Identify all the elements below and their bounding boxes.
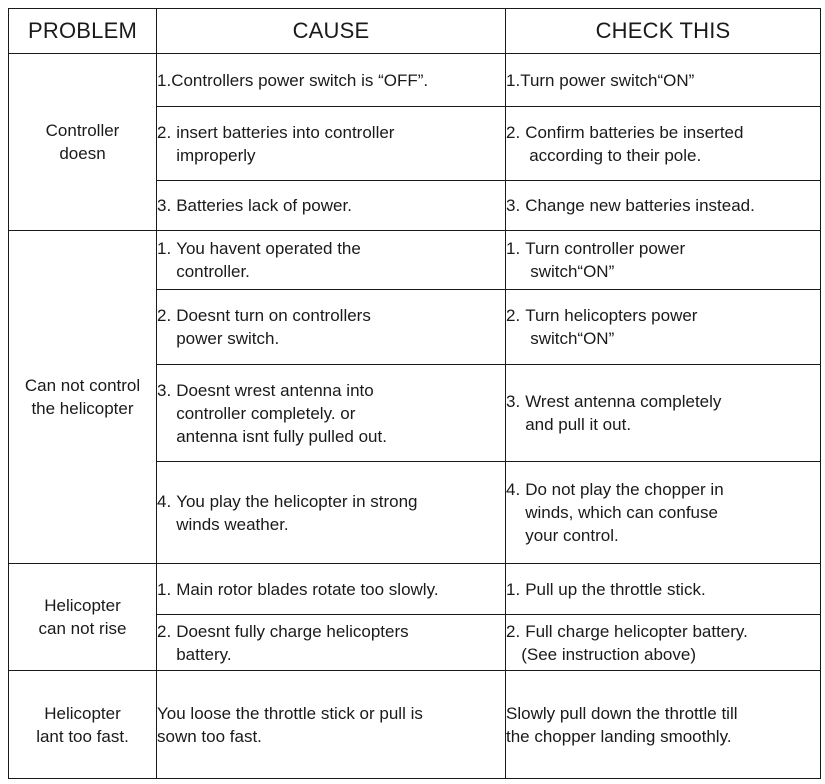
cause-text: You play the helicopter in strong [176, 491, 418, 511]
cause-text: You havent operated the [176, 239, 361, 258]
table-row [9, 564, 821, 615]
problem-cell [9, 564, 157, 671]
cause-text: winds weather. [176, 514, 289, 534]
cause-number: 1. [157, 70, 172, 90]
check-cell [506, 365, 821, 462]
cause-cell [157, 290, 506, 365]
check-number: 3. [506, 392, 521, 411]
check-text: according to their pole. [529, 145, 702, 165]
table-body [9, 54, 821, 779]
cause-cell [157, 181, 506, 231]
troubleshooting-table [8, 8, 821, 779]
cause-text: battery. [176, 644, 232, 664]
check-cell [506, 231, 821, 290]
cause-cell [157, 54, 506, 107]
problem-cell [9, 54, 157, 231]
check-number: 2. [506, 122, 521, 142]
cause-number: 4. [157, 491, 172, 511]
cause-text: Batteries lack of power. [176, 196, 352, 215]
check-text: the chopper landing smoothly. [506, 726, 732, 746]
cause-text: controller completely. or [176, 403, 356, 423]
cause-number: 2. [157, 122, 172, 142]
cause-text: Main rotor blades rotate too slowly. [176, 579, 439, 599]
table-row [9, 54, 821, 107]
cause-cell [157, 365, 506, 462]
table-row [9, 231, 821, 290]
check-text: (See instruction above) [521, 644, 697, 664]
cause-text: You loose the throttle stick or pull is [157, 703, 423, 723]
check-text: Turn power switch“ON” [520, 70, 695, 90]
cause-text: antenna isnt fully pulled out. [176, 426, 387, 446]
cause-number: 2. [157, 306, 172, 325]
header-row [9, 9, 821, 54]
cause-text: Doesnt turn on controllers [176, 306, 371, 325]
cause-text: Controllers power switch is “OFF”. [171, 70, 429, 90]
check-number: 3. [506, 196, 521, 215]
cause-number: 1. [157, 579, 172, 599]
cause-text: Doesnt wrest antenna into [176, 380, 374, 400]
cause-cell [157, 671, 506, 779]
cause-text: sown too fast. [157, 726, 262, 746]
check-text: Slowly pull down the throttle till [506, 703, 738, 723]
check-number: 1. [506, 579, 521, 599]
cause-text: improperly [176, 145, 256, 165]
check-text: Turn controller power [525, 239, 686, 258]
problem-text: Helicopter [44, 596, 121, 615]
cause-cell [157, 231, 506, 290]
check-number: 4. [506, 480, 521, 499]
check-number: 2. [506, 621, 521, 641]
check-text: Wrest antenna completely [525, 392, 722, 411]
check-cell [506, 615, 821, 671]
cause-text: insert batteries into controller [176, 122, 395, 142]
cause-text: Doesnt fully charge helicopters [176, 621, 409, 641]
problem-text: Can not control [24, 376, 141, 395]
check-text: your control. [525, 526, 619, 545]
check-number: 1. [506, 239, 521, 258]
problem-text: can not rise [38, 619, 127, 638]
check-number: 1. [506, 70, 521, 90]
check-cell [506, 462, 821, 564]
cause-number: 3. [157, 380, 172, 400]
cause-cell [157, 564, 506, 615]
check-cell [506, 290, 821, 365]
problem-cell [9, 671, 157, 779]
problem-text: Controller [45, 121, 120, 140]
problem-cell [9, 231, 157, 564]
check-text: Do not play the chopper in [525, 480, 724, 499]
check-text: Confirm batteries be inserted [525, 122, 744, 142]
problem-text: the helicopter [31, 399, 134, 418]
cause-cell [157, 107, 506, 181]
check-cell [506, 181, 821, 231]
check-cell [506, 671, 821, 779]
check-cell [506, 564, 821, 615]
check-number: 2. [506, 306, 521, 325]
problem-text: Helicopter [44, 703, 121, 723]
cause-number: 2. [157, 621, 172, 641]
header-cause: CAUSE [157, 9, 506, 54]
problem-text: lant too fast. [36, 726, 129, 746]
cause-text: power switch. [176, 329, 280, 348]
check-text: Change new batteries instead. [525, 196, 755, 215]
table-row [9, 671, 821, 779]
check-cell [506, 107, 821, 181]
problem-text: doesn [59, 144, 106, 163]
check-text: Turn helicopters power [525, 306, 698, 325]
header-problem: PROBLEM [9, 9, 157, 54]
check-text: Pull up the throttle stick. [525, 579, 706, 599]
header-check: CHECK THIS [506, 9, 821, 54]
check-text: switch“ON” [530, 329, 615, 348]
cause-text: controller. [176, 262, 250, 281]
check-text: switch“ON” [530, 262, 615, 281]
check-text: winds, which can confuse [525, 503, 718, 522]
cause-cell [157, 615, 506, 671]
cause-number: 1. [157, 239, 172, 258]
check-text: Full charge helicopter battery. [525, 621, 748, 641]
cause-number: 3. [157, 196, 172, 215]
check-cell [506, 54, 821, 107]
check-text: and pull it out. [525, 415, 632, 434]
cause-cell [157, 462, 506, 564]
